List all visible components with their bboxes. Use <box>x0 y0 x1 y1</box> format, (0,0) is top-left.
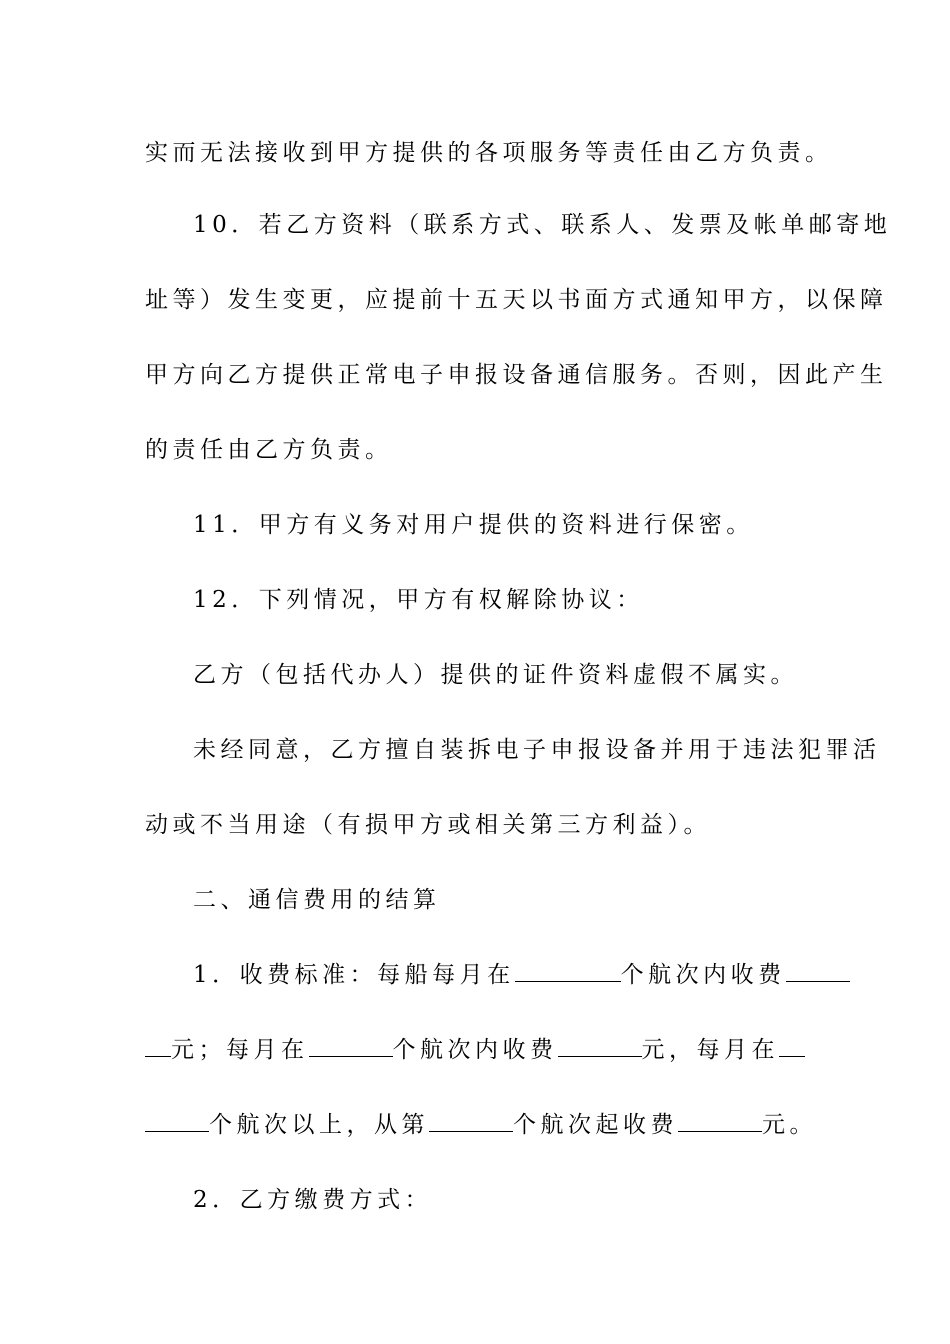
fee-text: 元；每月在 <box>171 1037 309 1063</box>
paragraph-line: 甲方向乙方提供正常电子申报设备通信服务。否则，因此产生 <box>145 362 888 388</box>
paragraph-line: 的责任由乙方负责。 <box>145 437 393 463</box>
fill-in-blank[interactable] <box>145 1034 171 1057</box>
paragraph-line: 址等）发生变更，应提前十五天以书面方式通知甲方，以保障 <box>145 287 888 313</box>
paragraph-line: 10．若乙方资料（联系方式、联系人、发票及帐单邮寄地 <box>193 212 892 238</box>
fill-in-blank[interactable] <box>515 959 621 982</box>
paragraph-line: 未经同意，乙方擅自装拆电子申报设备并用于违法犯罪活 <box>193 737 881 763</box>
paragraph-line: 动或不当用途（有损甲方或相关第三方利益）。 <box>145 812 711 838</box>
paragraph-line: 乙方（包括代办人）提供的证件资料虚假不属实。 <box>193 662 798 688</box>
fee-standard-line <box>193 955 815 995</box>
fee-text: 个航次内收费 <box>620 962 786 988</box>
fee-text: 个航次起收费 <box>513 1112 678 1138</box>
paragraph-line: 11．甲方有义务对用户提供的资料进行保密。 <box>193 512 754 538</box>
fill-in-blank[interactable] <box>429 1109 513 1132</box>
payment-method-line: 2．乙方缴费方式： <box>193 1187 433 1213</box>
fill-in-blank[interactable] <box>309 1034 393 1057</box>
fee-text: 个航次以上，从第 <box>209 1112 429 1138</box>
fee-standard-line <box>145 1105 815 1145</box>
fee-text: 个航次内收费 <box>392 1037 558 1063</box>
fill-in-blank[interactable] <box>779 1034 805 1057</box>
fill-in-blank[interactable] <box>558 1034 642 1057</box>
fee-text: 1．收费标准：每船每月在 <box>193 962 515 988</box>
fee-standard-line <box>145 1030 815 1070</box>
paragraph-line: 12．下列情况，甲方有权解除协议： <box>193 587 644 613</box>
fill-in-blank[interactable] <box>145 1109 209 1132</box>
fill-in-blank[interactable] <box>786 959 850 982</box>
paragraph-line: 实而无法接收到甲方提供的各项服务等责任由乙方负责。 <box>145 140 833 166</box>
section-heading: 二、通信费用的结算 <box>193 887 441 913</box>
fill-in-blank[interactable] <box>678 1109 762 1132</box>
fee-text: 元。 <box>762 1112 817 1138</box>
fee-text: 元，每月在 <box>641 1037 779 1063</box>
